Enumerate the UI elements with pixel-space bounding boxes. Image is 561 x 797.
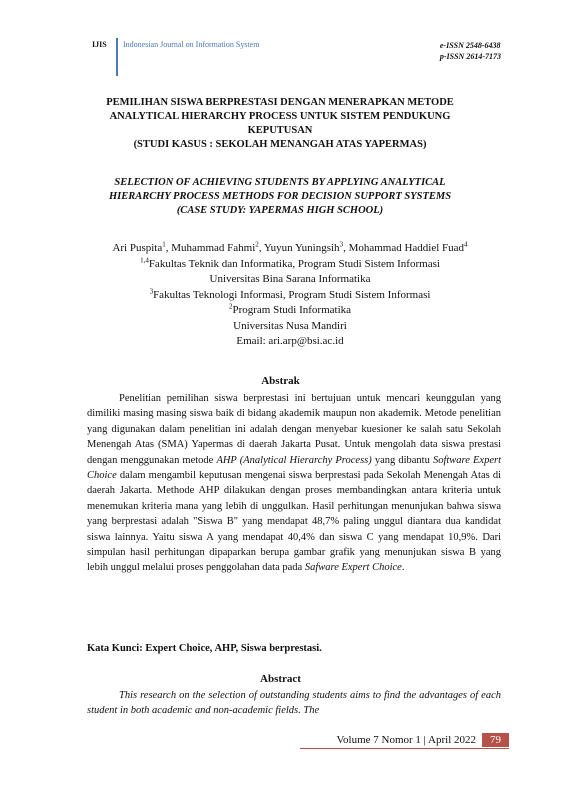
author-name: , Muhammad Fahmi <box>165 242 256 254</box>
journal-name: Indonesian Journal on Information System <box>123 40 260 49</box>
footer-rule <box>300 748 509 749</box>
title-en-line: SELECTION OF ACHIEVING STUDENTS BY APPLYING ANALYTICAL <box>114 177 446 188</box>
page-footer <box>337 732 510 748</box>
author-name: , Mohammad Haddiel Fuad <box>343 242 465 254</box>
eissn: e-ISSN 2548-6438 <box>439 41 501 50</box>
abstract-text: yang dibantu <box>371 454 433 466</box>
author-sup: 3 <box>339 240 344 249</box>
page-number: 79 <box>482 733 509 747</box>
abstract-body <box>87 391 501 576</box>
abstract-text: . <box>401 562 405 574</box>
title-id-line: (STUDI KASUS : SEKOLAH MENANGAH ATAS YAPERMAS) <box>133 139 427 150</box>
author-name: , Yuyun Yuningsih <box>258 242 340 254</box>
abstract-en-heading: Abstract <box>260 673 301 685</box>
affiliation <box>60 288 520 304</box>
title-english <box>80 176 480 218</box>
abstract-en-body: This research on the selection of outstanding students aims to find the advantages of each student in both academic and non-academic fields. The <box>87 690 501 717</box>
author-email: Email: ari.arp@bsi.ac.id <box>236 335 344 347</box>
header-divider <box>116 38 118 76</box>
volume-info: Volume 7 Nomor 1 | April 2022 <box>336 734 476 746</box>
pissn: p-ISSN 2614-7173 <box>439 52 501 61</box>
title-en-line: (CASE STUDY: YAPERMAS HIGH SCHOOL) <box>176 205 384 216</box>
title-id-line: PEMILIHAN SISWA BERPRESTASI DENGAN MENERAPKAN METODE <box>106 97 454 108</box>
abstract-italic: Safware Expert Choice <box>304 562 402 574</box>
journal-abbr: IJIS <box>92 40 107 49</box>
affiliation-text: Program Studi Informatika <box>232 304 352 316</box>
title-indonesian <box>80 96 480 152</box>
author-name: Ari Puspita <box>112 242 163 254</box>
affiliation-institution: Universitas Bina Sarana Informatika <box>209 273 371 285</box>
affiliation-text: Fakultas Teknologi Informasi, Program Studi Sistem Informasi <box>153 288 431 301</box>
affiliation <box>60 257 520 273</box>
abstract-heading: Abstrak <box>261 375 300 387</box>
author-sup: 4 <box>464 240 468 249</box>
author-names <box>60 241 520 257</box>
abstract-text: Penelitian pemilihan siswa berprestasi ini bertujuan untuk mencari keunggulan yang dimiliki masing masing siswa baik di bidang akademik maupun non akademik. Metode penelitian yang digunakan dalam penelitian ini adalah dengan menyebar kuesioner ke salah satu Sekolah Menengah Atas (SMA) Yapermas di daerah Jakarta Pusat. Untuk mengolah data siswa prestasi dengan menggunakan metode <box>87 393 501 466</box>
abstract-italic: AHP (Analytical Hierarchy Process) <box>216 454 372 466</box>
affiliation-text: Fakultas Teknik dan Informatika, Program Studi Sistem Informasi <box>148 257 440 270</box>
affiliation <box>60 303 520 319</box>
affiliation-institution: Universitas Nusa Mandiri <box>233 319 347 332</box>
abstract-text: dalam mengambil keputusan mengenai siswa berprestasi pada Sekolah Menengah Atas di daerah Jakarta. Methode AHP dilakukan dengan proses membandingkan antara kriteria untuk menemukan kriteria mana yang lebih di unggulkan. Hasil perhitungan menunjukan bahwa siswa yang berprestasi adalah "Siswa B" yang mendapat 48,7% paling unggul diantara dua kandidat siswa lainnya. Yaitu siswa A yang mendapat 40,4% dan siswa C yang mendapat 10,9%. Dari simpulan hasil perhitungan dipaparkan berupa gambar grafik yang menunjukan siswa B yang lebih unggul melalui proses penggolahan data pada <box>87 470 501 574</box>
title-id-line: KEPUTUSAN <box>247 125 313 136</box>
affiliation-sup: 2 <box>228 302 233 311</box>
title-id-line: ANALYTICAL HIERARCHY PROCESS UNTUK SISTEM PENDUKUNG <box>109 111 451 122</box>
author-block <box>60 241 520 350</box>
author-sup: 2 <box>255 240 259 249</box>
affiliation-sup: 1,4 <box>140 255 149 264</box>
keywords: Kata Kunci: Expert Choice, AHP, Siswa berprestasi. <box>87 643 322 654</box>
title-en-line: HIERARCHY PROCESS METHODS FOR DECISION SUPPORT SYSTEMS <box>108 191 452 202</box>
affiliation-sup: 3 <box>149 286 154 295</box>
author-sup: 1 <box>162 240 166 249</box>
issn-block <box>440 40 501 62</box>
abstract-italic: Software Expert Choice <box>87 454 501 482</box>
page-header <box>92 40 501 80</box>
